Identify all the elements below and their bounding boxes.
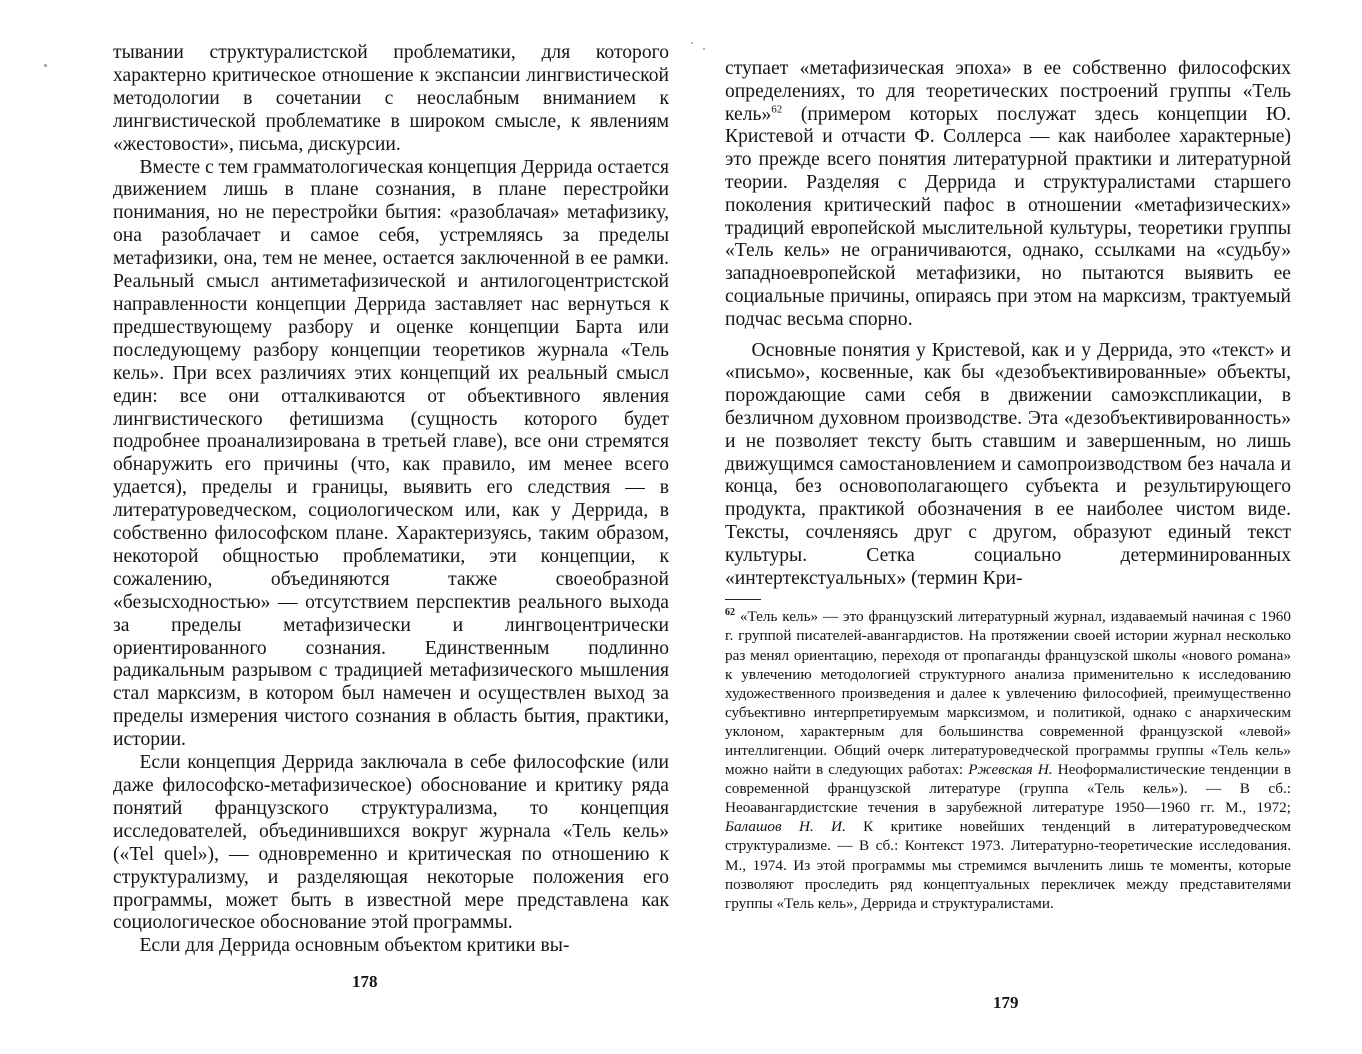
right-page — [681, 0, 1362, 1054]
left-paragraph-2: Вместе с тем грамматологическая концепция Деррида остается движением лишь в плане сознания, в плане перестройки понимания, но не перестройки бытия: «разоблачая» метафизику, она разоблачает и самое себя, устремляясь за пределы метафизики, она, тем не менее, остается заключенной в ее рамки. Реальный смысл антиметафизической и антилогоцентристской направленности концепции Деррида заставляет нас вернуться к предшествующему разбору и оценке концепции Барта или последующему разбору концепции теоретиков журнала «Тель кель». При всех различиях этих концепций их реальный смысл един: все они отталкиваются от объективного явления лингвистического фетишизма (сущность которого будет подробнее проанализирована в третьей главе), все они стремятся обнаружить его причины (что, как правило, им менее всего удается), пределы и границы, выявить его следствия — в литературоведческом, социологическом или, как у Деррида, в собственно философском плане. Характеризуясь, таким образом, некоторой общностью проблематики, эти концепции, к сожалению, объединяются также своеобразной «безысходностью» — отсутствием перспектив реального выхода за пределы метафизически и лингвоцентрически ориентированного сознания. Единственным подлинно радикальным разрывом с традицией метафизического мышления стал марксизм, в котором был намечен и осуществлен выход за пределы измерения чистого сознания в область бытия, практики, истории. — [113, 156, 669, 751]
left-page-text — [113, 42, 669, 958]
left-paragraph-4: Если для Деррида основным объектом критики вы- — [139, 935, 570, 957]
footnote-text-2: Неоформалистические тенденции в современной французской литературе (группа «Тель кель»). — В сб.: Неоавангардистские течения в зарубежной литературе 1950—1960 гг. М., 1972; — [725, 761, 1291, 817]
page-number-left: 178 — [352, 972, 378, 991]
footnote-divider — [725, 599, 761, 600]
left-paragraph-1: тывании структуралистской проблематики, для которого характерно критическое отношение к экспансии лингвистической методологии в сочетании с неослабным вниманием к лингвистической проблематике в широком смысле, к явлениям «жестовости», письма, дискурсии. — [113, 42, 669, 155]
footnote-text-3: К критике новейших тенденций в литературоведческом структурализме. — В сб.: Контекст 1973. Литературно-теоретические исследования. М., 1974. Из этой программы мы стремимся вычленить лишь те моменты, которые позволяют проследить ряд концептуальных перекличек между представителями группы «Тель кель», Деррида и структуралистами. — [725, 818, 1291, 912]
footnote — [725, 607, 1291, 913]
scan-speck — [691, 42, 693, 44]
right-page-text — [725, 58, 1291, 913]
footnote-author-1: Ржевская Н. — [968, 761, 1053, 779]
footnote-text-1: «Тель кель» — это французский литературный журнал, издаваемый начиная с 1960 г. группой писателей-авангардистов. На протяжении своей истории журнал несколько раз менял ориентацию, переходя от пропаганды французской школы «нового романа» к увлечению методологией структурного анализа применительно к исследованию художественного произведения и далее к увлечению философией, преимущественно субъективно интерпретируемым марксизмом, и политикой, однако с анархическим уклоном, характерным для большинства современной французской «левой» интеллигенции. Общий очерк литературоведческой программы группы «Тель кель» можно найти в следующих работах: — [725, 608, 1291, 779]
right-paragraph-1-end: (примером которых послужат здесь концепции Ю. Кристевой и отчасти Ф. Соллерса — как наиболее характерные) это прежде всего понятия литературной практики и литературной теории. Разделяя с Деррида и структуралистами старшего поколения критический пафос в отношении «метафизических» традиций европейской мыслительной культуры, теоретики группы «Тель кель» не ограничиваются, однако, ссылками на «судьбу» западноевропейской метафизики, но пытаются выявить ее социальные причины, опираясь при этом на марксизм, трактуемый подчас весьма спорно. — [725, 103, 1291, 330]
left-paragraph-3: Если концепция Деррида заключала в себе философские (или даже философско-метафизическое) обоснование и критику ряда понятий французского структурализма, то концепция исследователей, объединившихся вокруг журнала «Тель кель» («Tel quel»), — одновременно и критическая по отношению к структурализму, и разделяющая некоторые положения его программы, может быть в известной мере представлена как социологическое обоснование этой программы. — [113, 752, 669, 934]
right-paragraph-1-start: ступает «метафизическая эпоха» в ее собственно философских определениях, то для теоретических построений группы «Тель кель» — [725, 58, 1291, 125]
footnote-mark: 62 — [725, 607, 735, 619]
footnote-author-2: Балашов Н. И. — [725, 818, 846, 836]
right-paragraph-1 — [725, 58, 1291, 332]
right-paragraph-2: Основные понятия у Кристевой, как и у Деррида, это «текст» и «письмо», косвенные, как бы «дезобъективированные» объекты, порождающие сами себя в движении самоэкспликации, в безличном духовном производстве. Эта «дезобъективированность» и не позволяет тексту быть ставшим и завершенным, но лишь движущимся самостановлением и самопроизводством без начала и конца, без основополагающего субъекта и результирующего продукта, практикой обозначения в ее наиболее чистом виде. Тексты, сочленяясь друг с другом, образуют единый текст культуры. Сетка социально детерминированных «интертекстуальных» (термин Кри- — [725, 339, 1291, 589]
page-number-right: 179 — [993, 993, 1019, 1012]
scan-speck — [44, 64, 47, 67]
scan-speck — [703, 48, 705, 50]
footnote-reference: 62 — [771, 103, 783, 116]
